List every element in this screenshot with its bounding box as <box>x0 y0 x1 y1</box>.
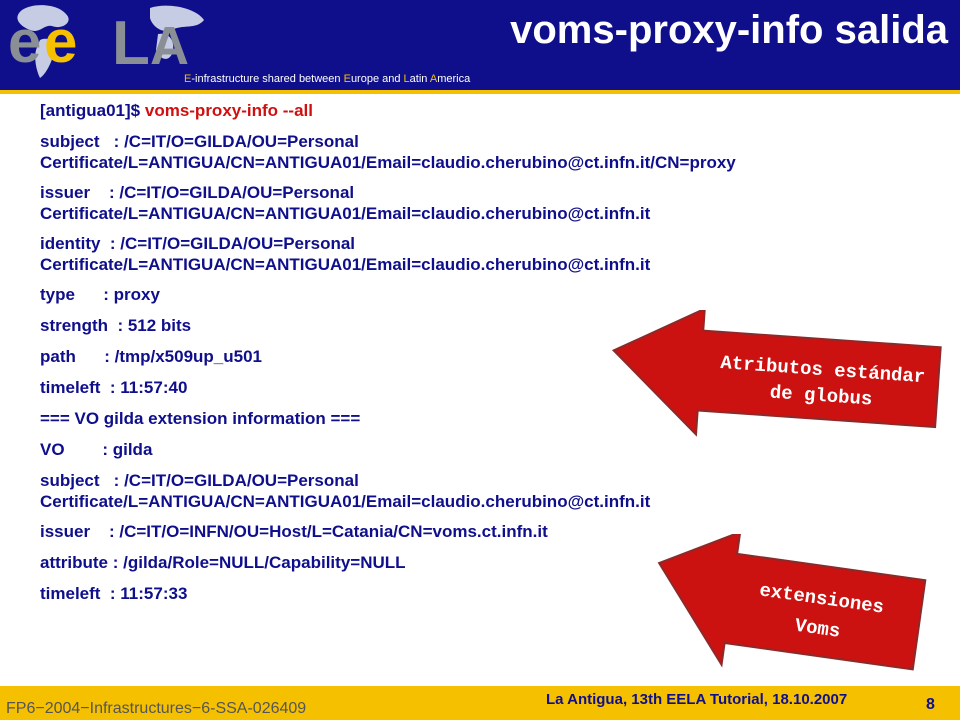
header-bar <box>0 0 960 90</box>
header-divider <box>0 90 960 94</box>
header-tagline: E-infrastructure shared between Europe and Latin America <box>184 73 471 85</box>
output-line-strength: strength : 512 bits <box>40 316 192 335</box>
logo-letter-l: L <box>112 9 150 78</box>
output-line-vo-header: === VO gilda extension information === <box>40 409 361 428</box>
callout-standard-line1: Atributos estándar <box>719 351 926 389</box>
logo-letter-e1: e <box>8 8 42 75</box>
output-line-identity: identity : /C=IT/O=GILDA/OU=Personal Certificate/L=ANTIGUA/CN=ANTIGUA01/Email=claudio.cherubino@ct.infn.it <box>40 234 651 274</box>
footer-project-code: FP6−2004−Infrastructures−6-SSA-026409 <box>6 700 307 717</box>
footer-event: La Antigua, 13th EELA Tutorial, 18.10.2007 <box>546 691 848 708</box>
output-line-vo-issuer: issuer : /C=IT/O=INFN/OU=Host/L=Catania/CN=voms.ct.infn.it <box>40 522 548 541</box>
output-line-attribute: attribute : /gilda/Role=NULL/Capability=NULL <box>40 553 406 572</box>
callout-standard-line2: de globus <box>769 381 873 411</box>
callout-voms-line2: Voms <box>793 614 842 643</box>
command-text: voms-proxy-info --all <box>144 101 313 120</box>
output-line-path: path : /tmp/x509up_u501 <box>40 347 263 366</box>
footer-bar <box>0 686 960 720</box>
output-line-issuer: issuer : /C=IT/O=GILDA/OU=Personal Certificate/L=ANTIGUA/CN=ANTIGUA01/Email=claudio.cherubino@ct.infn.it <box>40 183 651 223</box>
command-line <box>40 100 940 121</box>
output-line-timeleft: timeleft : 11:57:40 <box>40 378 188 397</box>
output-line-type: type : proxy <box>40 285 160 304</box>
output-line-subject: subject : /C=IT/O=GILDA/OU=Personal Certificate/L=ANTIGUA/CN=ANTIGUA01/Email=claudio.cherubino@ct.infn.it/CN=proxy <box>40 132 736 172</box>
eela-logo-icon <box>0 0 210 82</box>
slide-title: voms-proxy-info salida <box>510 8 948 52</box>
callout-voms-line1: extensiones <box>758 579 886 619</box>
command-prompt: [antigua01]$ <box>40 101 145 120</box>
output-line-vo-timeleft: timeleft : 11:57:33 <box>40 584 188 603</box>
logo-letter-e2: e <box>44 8 78 75</box>
page-number: 8 <box>926 696 935 713</box>
output-line-vo: VO : gilda <box>40 440 153 459</box>
logo-letter-a: A <box>150 16 189 76</box>
callout-arrow-standard <box>608 310 948 450</box>
callout-arrow-voms <box>652 534 932 684</box>
output-line-vo-subject: subject : /C=IT/O=GILDA/OU=Personal Certificate/L=ANTIGUA/CN=ANTIGUA01/Email=claudio.cherubino@ct.infn.it <box>40 471 651 511</box>
